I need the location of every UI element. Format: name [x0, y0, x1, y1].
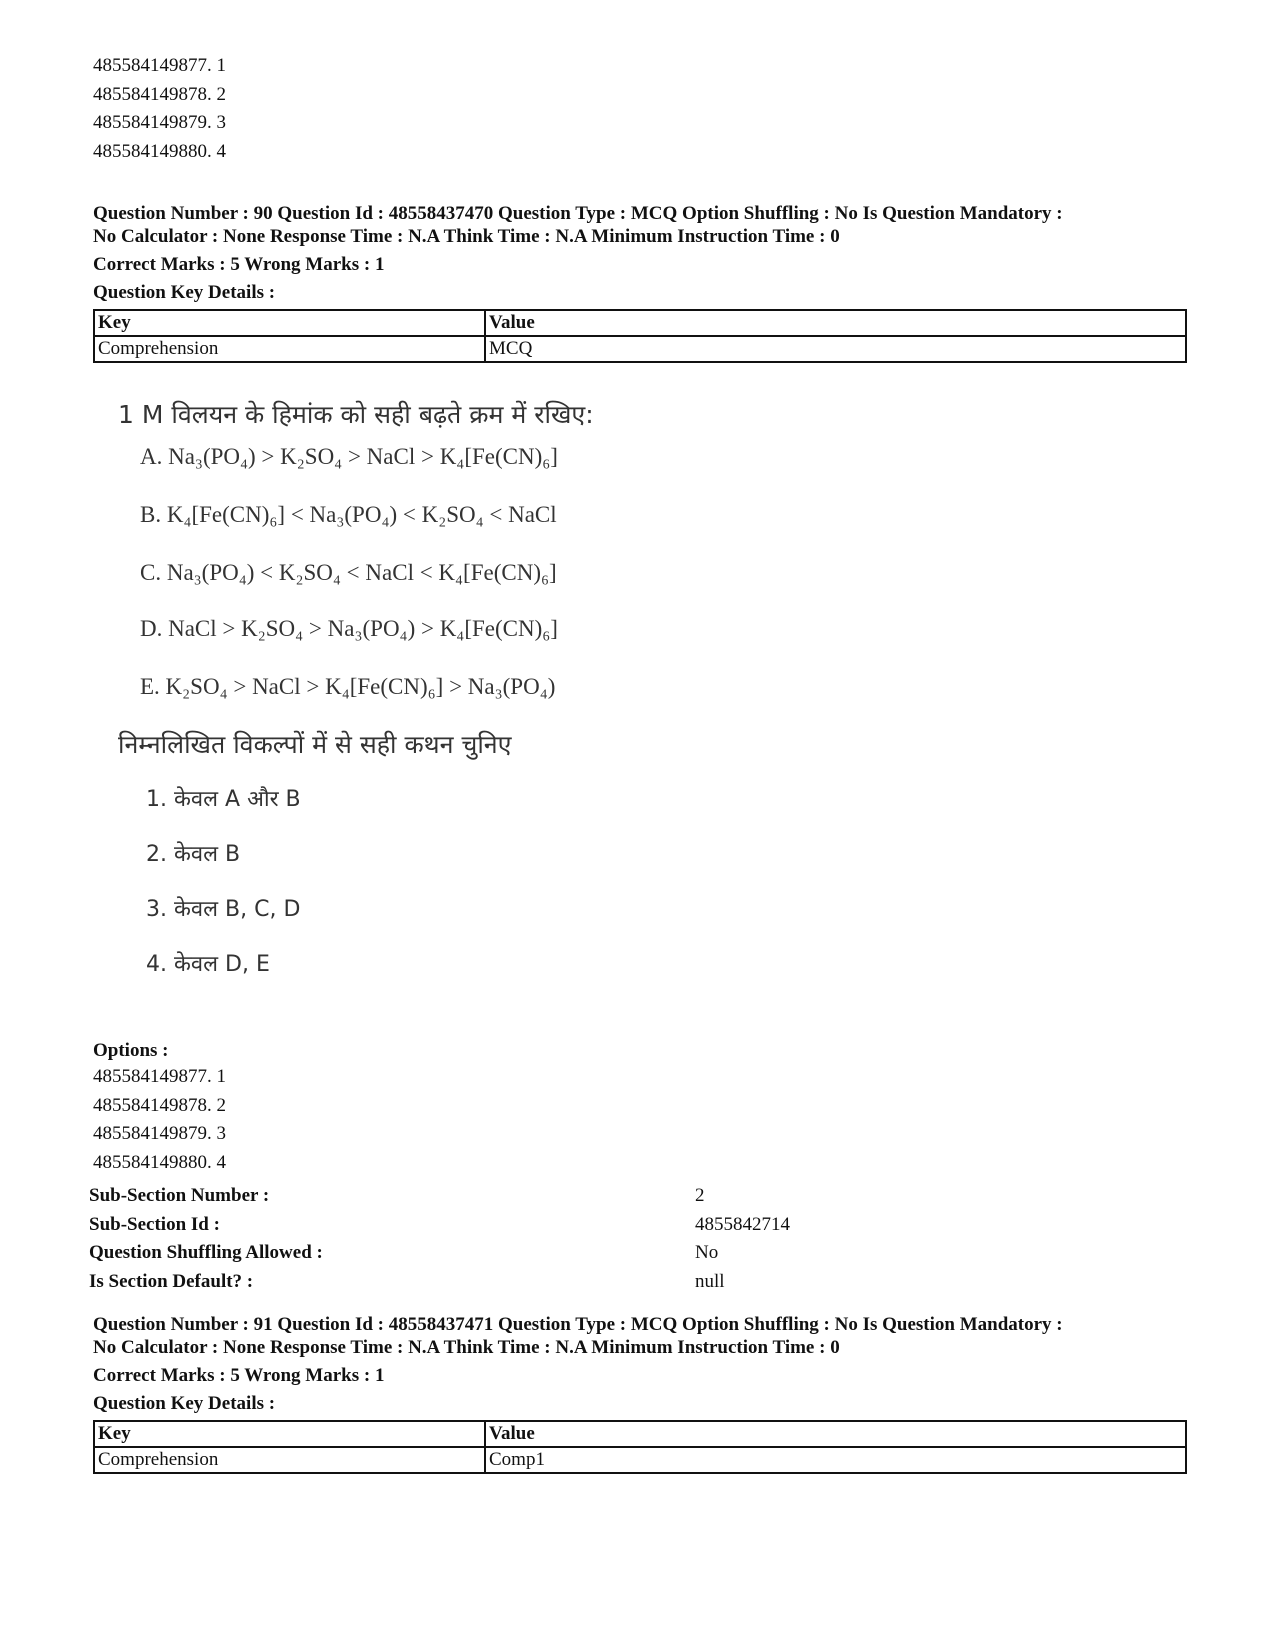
section-default-label: Is Section Default? :	[89, 1270, 254, 1292]
question-stem: 1 M विलयन के हिमांक को सही बढ़ते क्रम में रखिए:	[118, 400, 594, 429]
question-91-meta-line1: Question Number : 91 Question Id : 48558437471 Question Type : MCQ Option Shuffling : No Is Question Mandatory :	[93, 1314, 1063, 1335]
question-90-marks: Correct Marks : 5 Wrong Marks : 1	[93, 254, 385, 275]
choice-4: 4. केवल D, E	[146, 952, 270, 977]
question-shuffling-value: No	[695, 1242, 719, 1263]
choice-1: 1. केवल A और B	[146, 787, 301, 812]
option-line: 485584149878. 2	[93, 1094, 226, 1116]
table-header-key: Key	[94, 1421, 485, 1447]
choice-2: 2. केवल B	[146, 842, 241, 867]
table-cell-key: Comprehension	[94, 1447, 485, 1473]
subsection-id-label: Sub-Section Id :	[89, 1213, 220, 1235]
table-header-value: Value	[485, 1421, 1186, 1447]
question-91-key-title: Question Key Details :	[93, 1393, 276, 1414]
subsection-row	[89, 1239, 1189, 1268]
subsection-row	[89, 1211, 1189, 1240]
option-line: 485584149877. 1	[93, 55, 226, 76]
question-90-image	[112, 397, 612, 1017]
options-label: Options :	[93, 1040, 169, 1061]
question-91-meta-line2: No Calculator : None Response Time : N.A Think Time : N.A Minimum Instruction Time : 0	[93, 1337, 840, 1358]
option-line: 485584149877. 1	[93, 1066, 226, 1087]
option-line: 485584149880. 4	[93, 140, 226, 162]
statement-c: C. Na₃(PO₄) < K₂SO₄ < NaCl < K₄[Fe(CN)₆]	[140, 560, 557, 585]
subsection-number-label: Sub-Section Number :	[89, 1185, 270, 1206]
statement-b: B. K₄[Fe(CN)₆] < Na₃(PO₄) < K₂SO₄ < NaCl	[140, 502, 557, 527]
statement-a: A. Na₃(PO₄) > K₂SO₄ > NaCl > K₄[Fe(CN)₆]	[140, 444, 558, 469]
table-header-row	[94, 310, 1186, 336]
table-row	[94, 1447, 1186, 1473]
question-90-key-title: Question Key Details :	[93, 282, 276, 303]
table-header-value: Value	[485, 310, 1186, 336]
question-90-meta-line1: Question Number : 90 Question Id : 48558437470 Question Type : MCQ Option Shuffling : No Is Question Mandatory :	[93, 203, 1063, 224]
question-91-marks: Correct Marks : 5 Wrong Marks : 1	[93, 1365, 385, 1386]
statement-e: E. K₂SO₄ > NaCl > K₄[Fe(CN)₆] > Na₃(PO₄)	[140, 674, 556, 699]
option-line: 485584149879. 3	[93, 1123, 226, 1144]
subsection-number-value: 2	[695, 1185, 705, 1206]
table-cell-value: MCQ	[485, 336, 1186, 362]
option-line: 485584149880. 4	[93, 1151, 226, 1173]
subsection-row	[89, 1182, 1189, 1211]
choice-3: 3. केवल B, C, D	[146, 897, 301, 922]
subsection-row	[89, 1268, 1189, 1297]
subsection-id-value: 4855842714	[695, 1213, 790, 1235]
subsection-details	[89, 1182, 1189, 1296]
table-header-row	[94, 1421, 1186, 1447]
question-90-header	[93, 202, 1203, 248]
table-header-key: Key	[94, 310, 485, 336]
statement-d: D. NaCl > K₂SO₄ > Na₃(PO₄) > K₄[Fe(CN)₆]	[140, 616, 558, 641]
table-cell-key: Comprehension	[94, 336, 485, 362]
table-cell-value: Comp1	[485, 1447, 1186, 1473]
section-default-value: null	[695, 1270, 725, 1292]
choose-prompt: निम्नलिखित विकल्पों में से सही कथन चुनिए	[118, 730, 512, 759]
question-90-meta-line2: No Calculator : None Response Time : N.A Think Time : N.A Minimum Instruction Time : 0	[93, 226, 840, 247]
question-91-key-table	[93, 1420, 1187, 1474]
table-row	[94, 336, 1186, 362]
previous-options-list	[93, 52, 226, 166]
question-91-header	[93, 1313, 1203, 1359]
question-90-key-table	[93, 309, 1187, 363]
question-90-options-list	[93, 1063, 226, 1177]
option-line: 485584149878. 2	[93, 83, 226, 105]
question-shuffling-label: Question Shuffling Allowed :	[89, 1242, 323, 1263]
option-line: 485584149879. 3	[93, 112, 226, 133]
